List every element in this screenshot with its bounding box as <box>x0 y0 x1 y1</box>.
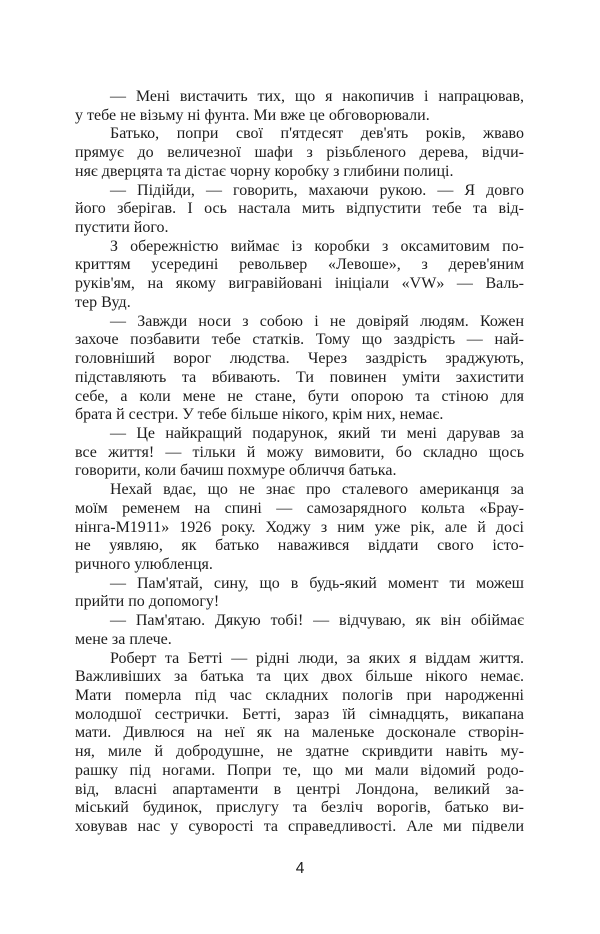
paragraph <box>75 575 524 612</box>
text-line: — Мені вистачить тих, що я накопичив і напрацював, <box>110 88 524 105</box>
text-line: ховував нас у суворості та справедливості. Але ми підвели <box>75 818 524 836</box>
text-line: — Підійди, — говорить, махаючи рукою. — Я довго <box>110 181 524 199</box>
text-line: молодшої сестрички. Бетті, зараз їй сімнадцять, викапана <box>75 705 524 723</box>
text-line: Нехай вдає, що не знає про сталевого американця за <box>110 481 524 499</box>
paragraph <box>75 238 524 313</box>
text-line: брата й сестри. У тебе більше нікого, крім них, немає. <box>75 406 444 424</box>
text-line: його зберігав. І ось настала мить відпустити тебе та від- <box>75 200 524 218</box>
text-line: ня, миле й добродушне, не здатне скривдити навіть му- <box>75 743 524 761</box>
text-line: від, власні апартаменти в центрі Лондона, великий за- <box>75 780 524 798</box>
text-line: ричного улюбленця. <box>75 555 213 573</box>
text-line: — Це найкращий подарунок, який ти мені дарував за <box>110 424 524 442</box>
page-number: 4 <box>295 860 305 877</box>
text-line: себе, а коли мене не стане, бути опорою та стіною для <box>75 387 524 405</box>
paragraph <box>75 612 524 649</box>
text-line: міський будинок, прислугу та безліч ворогів, батько ви- <box>75 799 524 817</box>
paragraph <box>75 182 524 238</box>
text-line: Роберт та Бетті — рідні люди, за яких я віддам життя. <box>110 649 524 667</box>
paragraph <box>75 125 524 181</box>
body-text <box>75 88 524 837</box>
text-line: головніший ворог людства. Через заздрість зраджують, <box>75 350 524 368</box>
text-line: няє дверцята та дістає чорну коробку з глибини полиці. <box>75 162 454 180</box>
text-line: рашку під ногами. Попри те, що ми мали відомий родо- <box>75 761 524 779</box>
text-line: криттям усередині револьвер «Левоше», з дерев'яним <box>75 256 524 274</box>
text-line: — Завжди носи з собою і не довіряй людям. Кожен <box>110 312 524 330</box>
text-line: все життя! — тільки й можу вимовити, бо складно щось <box>75 443 524 461</box>
text-line: нінга-M1911» 1926 року. Ходжу з ним уже рік, але й досі <box>75 518 524 536</box>
text-line: Батько, попри свої п'ятдесят дев'ять років, жваво <box>110 125 524 143</box>
text-line: мене за плече. <box>75 630 172 648</box>
text-line: не уявляю, як батько наважився віддати свого істо- <box>75 537 524 555</box>
text-line: підставляють та вбивають. Ти повинен уміти захистити <box>75 368 524 386</box>
text-line: Мати померла під час складних пологів при народженні <box>75 687 524 704</box>
text-line: З обережністю виймає із коробки з оксамитовим по- <box>110 237 524 255</box>
text-line: мати. Дивлюся на неї як на маленьке досконале створін- <box>75 724 524 742</box>
text-line: прямує до величезної шафи з різьбленого дерева, відчи- <box>75 144 524 162</box>
text-line: тер Вуд. <box>75 293 131 311</box>
text-line: — Пам'ятай, сину, що в будь-який момент ти можеш <box>110 574 524 592</box>
text-line: у тебе не візьму ні фунта. Ми вже це обговорювали. <box>75 106 430 124</box>
paragraph <box>75 425 524 481</box>
text-line: Важливіших за батька та цих двох більше нікого немає. <box>75 668 524 686</box>
text-line: прийти по допомогу! <box>75 593 220 611</box>
text-line: пустити його. <box>75 219 169 237</box>
text-line: говорити, коли бачиш похмуре обличчя батька. <box>75 462 397 480</box>
text-line: захоче позбавити тебе статків. Тому що заздрість — най- <box>75 331 524 349</box>
paragraph <box>75 481 524 575</box>
text-line: руків'ям, на якому вигравійовані ініціали «VW» — Валь- <box>75 275 524 293</box>
paragraph <box>75 88 524 125</box>
text-line: моїм ременем на спині — самозарядного кольта «Брау- <box>75 499 524 517</box>
paragraph <box>75 650 524 837</box>
text-line: — Пам'ятаю. Дякую тобі! — відчуваю, як він обіймає <box>110 612 524 630</box>
paragraph <box>75 313 524 425</box>
